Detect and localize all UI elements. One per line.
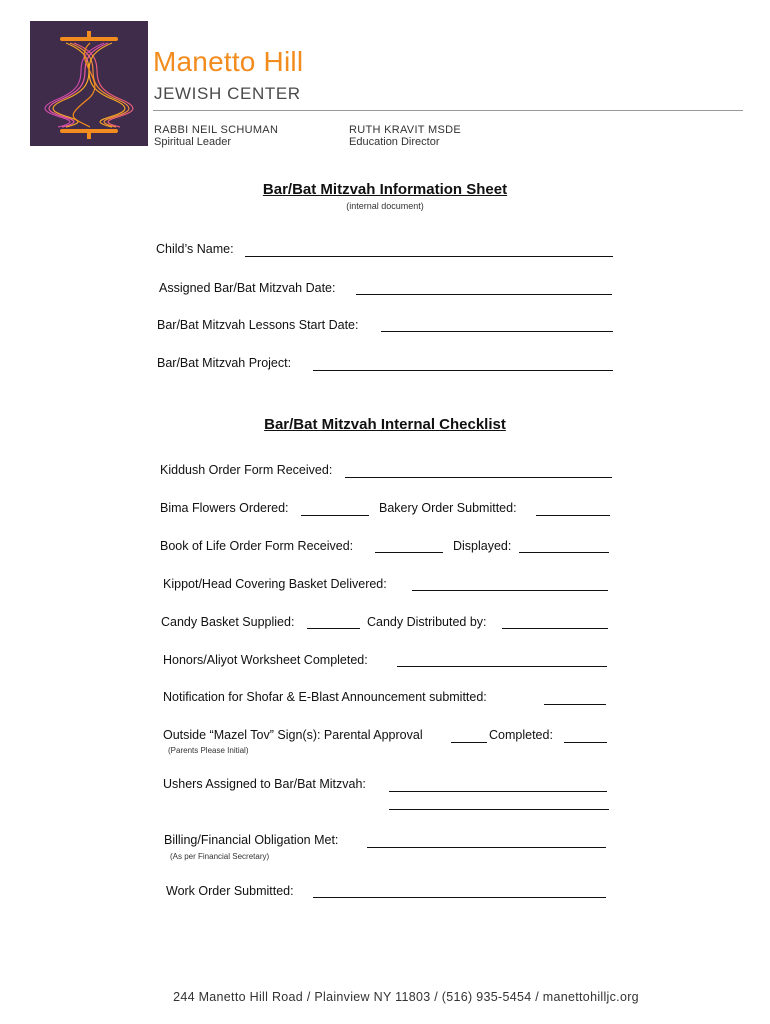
project-line[interactable] [313, 370, 613, 371]
ushers-line-2[interactable] [389, 809, 609, 810]
bima-label: Bima Flowers Ordered: [160, 501, 289, 515]
sign-approval-label: Outside “Mazel Tov” Sign(s): Parental Approval [163, 728, 423, 742]
billing-label: Billing/Financial Obligation Met: [164, 833, 339, 847]
ushers-label: Ushers Assigned to Bar/Bat Mitzvah: [163, 777, 366, 791]
rabbi-name: RABBI NEIL SCHUMAN [154, 124, 279, 136]
assigned-date-line[interactable] [356, 294, 612, 295]
candy-supplied-label: Candy Basket Supplied: [161, 615, 295, 629]
kiddush-label: Kiddush Order Form Received: [160, 463, 333, 477]
sign-approval-line[interactable] [451, 742, 487, 743]
director-title: Education Director [349, 136, 440, 148]
candy-supplied-line[interactable] [307, 628, 360, 629]
org-name: Manetto Hill [153, 46, 304, 77]
ushers-line-1[interactable] [389, 791, 607, 792]
notification-line[interactable] [544, 704, 606, 705]
honors-label: Honors/Aliyot Worksheet Completed: [163, 653, 368, 667]
sign-completed-label: Completed: [489, 728, 553, 742]
rabbi-title: Spiritual Leader [154, 136, 232, 148]
kiddush-line[interactable] [345, 477, 612, 478]
work-order-label: Work Order Submitted: [166, 884, 294, 898]
book-of-life-label: Book of Life Order Form Received: [160, 539, 354, 553]
honors-line[interactable] [397, 666, 607, 667]
displayed-line[interactable] [519, 552, 609, 553]
assigned-date-label: Assigned Bar/Bat Mitzvah Date: [159, 281, 336, 295]
torah-scroll-logo-icon [30, 21, 148, 146]
org-subtitle: JEWISH CENTER [154, 84, 301, 103]
footer-address: 244 Manetto Hill Road / Plainview NY 11803 / (516) 935-5454 / manettohilljc.org [173, 990, 639, 1004]
sign-completed-line[interactable] [564, 742, 607, 743]
director-name: RUTH KRAVIT MSDE [349, 124, 461, 136]
book-of-life-line[interactable] [375, 552, 443, 553]
billing-note: (As per Financial Secretary) [170, 852, 270, 861]
lessons-start-label: Bar/Bat Mitzvah Lessons Start Date: [157, 318, 359, 332]
kippot-line[interactable] [412, 590, 608, 591]
bakery-line[interactable] [536, 515, 610, 516]
checklist-title: Bar/Bat Mitzvah Internal Checklist [264, 416, 506, 433]
billing-line[interactable] [367, 847, 606, 848]
childs-name-line[interactable] [245, 256, 613, 257]
notification-label: Notification for Shofar & E-Blast Announcement submitted: [163, 690, 487, 704]
displayed-label: Displayed: [453, 539, 512, 553]
candy-distributed-line[interactable] [502, 628, 608, 629]
info-sheet-subtitle: (internal document) [346, 201, 424, 211]
info-sheet-title: Bar/Bat Mitzvah Information Sheet [262, 181, 508, 198]
childs-name-label: Child’s Name: [156, 242, 234, 256]
project-label: Bar/Bat Mitzvah Project: [157, 356, 292, 370]
lessons-start-line[interactable] [381, 331, 613, 332]
header-divider [153, 110, 743, 111]
kippot-label: Kippot/Head Covering Basket Delivered: [163, 577, 387, 591]
work-order-line[interactable] [313, 897, 606, 898]
bakery-label: Bakery Order Submitted: [379, 501, 517, 515]
sign-note: (Parents Please Initial) [168, 746, 249, 755]
candy-distributed-label: Candy Distributed by: [367, 615, 487, 629]
logo [30, 21, 148, 146]
bima-line[interactable] [301, 515, 369, 516]
